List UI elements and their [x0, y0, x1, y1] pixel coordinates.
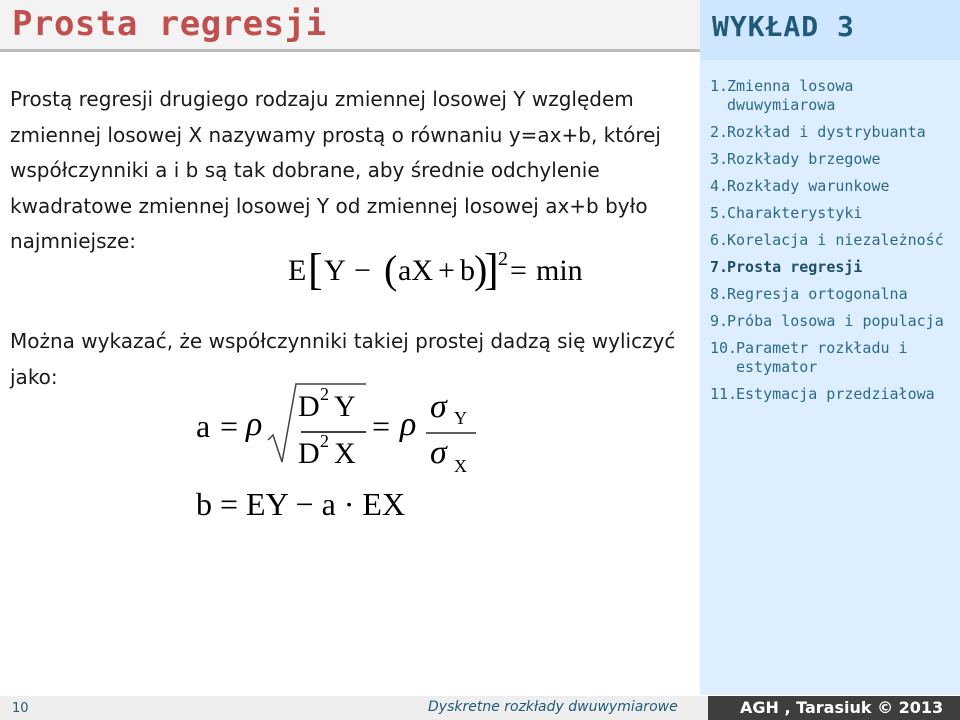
- toc-item[interactable]: [710, 258, 955, 277]
- toc-item-number: 7.: [710, 258, 729, 276]
- toc-item-number: 4.: [710, 177, 729, 195]
- sigma-sub-X: X: [454, 456, 467, 476]
- paren-close: ): [474, 247, 488, 292]
- formula-minus: −: [354, 254, 371, 287]
- formula-exponent: 2: [498, 248, 508, 270]
- sidebar-header: [700, 0, 960, 60]
- toc-item[interactable]: [710, 77, 955, 115]
- toc-item-number: 8.: [710, 285, 729, 303]
- denominator-D: D: [298, 437, 320, 470]
- lecture-title: WYKŁAD 3: [712, 10, 855, 43]
- toc-item[interactable]: [710, 177, 955, 196]
- sigma-sub-Y: Y: [454, 408, 467, 428]
- table-of-contents: [710, 77, 955, 412]
- bracket-close: ]: [484, 245, 499, 294]
- toc-item[interactable]: [710, 339, 955, 377]
- toc-item-label: Rozkłady warunkowe: [727, 177, 890, 195]
- toc-item-label: Próba losowa i populacja: [727, 312, 944, 330]
- toc-item-label: Charakterystyki: [727, 204, 863, 222]
- toc-item-label: Korelacja i niezależność: [727, 231, 944, 249]
- numerator-Y: Y: [334, 390, 356, 423]
- toc-item-number: 1.: [710, 77, 729, 95]
- toc-item[interactable]: [710, 231, 955, 250]
- toc-item-label: Zmienna losowa dwuwymiarowa: [727, 77, 854, 114]
- toc-item-label: Prosta regresji: [727, 258, 863, 276]
- toc-item[interactable]: [710, 385, 955, 404]
- toc-item-number: 6.: [710, 231, 729, 249]
- toc-item-label: Rozkład i dystrybuanta: [727, 123, 926, 141]
- denominator-X: X: [334, 437, 356, 470]
- conclusion-paragraph: Można wykazać, że współczynniki takiej prostej dadzą się wyliczyć jako:: [10, 329, 676, 389]
- formula-aX: aX: [398, 254, 433, 287]
- toc-item-number: 10.: [710, 339, 738, 357]
- slide-title: Prosta regresji: [12, 4, 327, 44]
- toc-item-label: Regresja ortogonalna: [727, 285, 908, 303]
- toc-item[interactable]: [710, 123, 955, 142]
- paren-open: (: [384, 247, 398, 292]
- formula-mean-square: [288, 245, 608, 300]
- formula-equals: =: [510, 254, 527, 287]
- bracket-open: [: [308, 245, 323, 294]
- sidebar: [700, 0, 960, 695]
- toc-item-number: 9.: [710, 312, 729, 330]
- definition-paragraph: Prostą regresji drugiego rodzaju zmiennej losowej Y względem zmiennej losowej X nazywamy prostą o równaniu y=ax+b, której współczynniki a i b są tak dobrane, aby średnie odchylenie kwadratowe zmiennej losowej Y od zmiennej losowej ax+b było najmniejsze:: [10, 87, 661, 253]
- formula-intercept: b = EY − a · EX: [196, 486, 406, 522]
- toc-item-number: 5.: [710, 204, 729, 222]
- sigma-numerator: σ: [430, 388, 447, 425]
- numerator-D: D: [298, 390, 320, 423]
- slope-rho-1: ρ: [246, 406, 263, 443]
- denominator-exp: 2: [320, 431, 329, 451]
- title-bar: [0, 0, 700, 52]
- slope-equals-1: =: [220, 408, 239, 444]
- toc-item[interactable]: [710, 285, 955, 304]
- formula-Y: Y: [324, 254, 346, 287]
- slope-equals-2: =: [372, 408, 391, 444]
- formula-E: E: [288, 254, 307, 287]
- sigma-denominator: σ: [430, 434, 447, 471]
- formula-slope: [190, 380, 500, 480]
- footer-course-title: Dyskretne rozkłady dwuwymiarowe: [428, 699, 678, 715]
- page-number: 10: [12, 701, 29, 716]
- toc-item-label: Estymacja przedziałowa: [736, 385, 935, 403]
- formula-plus: +: [438, 254, 455, 287]
- toc-item-number: 3.: [710, 150, 729, 168]
- formula-b: b: [460, 254, 475, 287]
- toc-item[interactable]: [710, 204, 955, 223]
- toc-item-number: 11.: [710, 385, 738, 403]
- slope-rho-2: ρ: [400, 406, 417, 443]
- toc-item[interactable]: [710, 312, 955, 331]
- toc-item-number: 2.: [710, 123, 729, 141]
- toc-item-label: Parametr rozkładu i estymator: [736, 339, 908, 376]
- toc-item[interactable]: [710, 150, 955, 169]
- formula-min: min: [536, 254, 583, 287]
- toc-item-label: Rozkłady brzegowe: [727, 150, 881, 168]
- numerator-exp: 2: [320, 384, 329, 404]
- slope-a: a: [196, 408, 211, 444]
- footer-author: AGH , Tarasiuk © 2013: [740, 698, 944, 717]
